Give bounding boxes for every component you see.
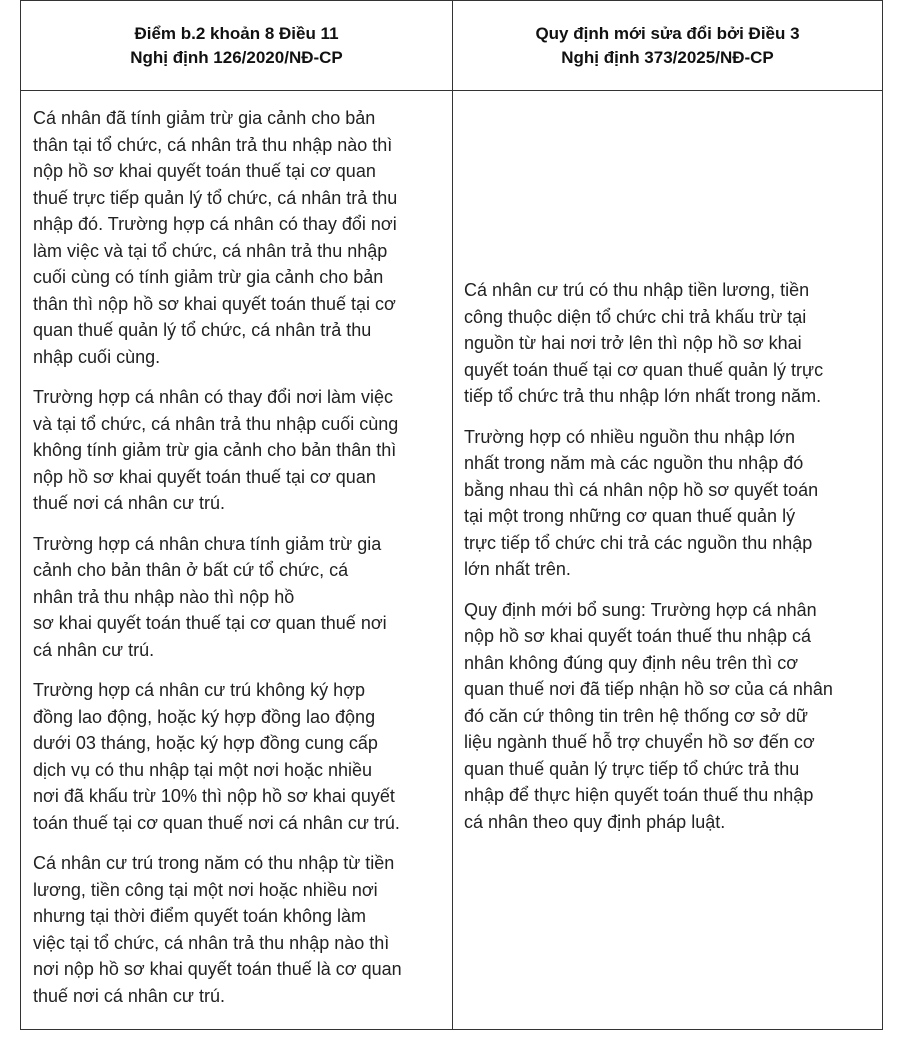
old-regulation-paragraph-line: nhưng tại thời điểm quyết toán không làm [33,906,367,926]
new-regulation-paragraph-line: nộp hồ sơ khai quyết toán thuế thu nhập cá [464,626,812,646]
new-regulation-paragraph-line: lớn nhất trên. [464,559,571,579]
old-regulation-paragraph-line: cảnh cho bản thân ở bất cứ tổ chức, cá [33,560,349,580]
new-regulation-paragraph-line: nhân không đúng quy định nêu trên thì cơ [464,652,799,673]
old-regulation-paragraph-line: thuế nơi cá nhân cư trú. [33,493,225,513]
new-regulation-paragraph-line: tiếp tổ chức trả thu nhập lớn nhất trong năm. [464,386,822,406]
old-regulation-paragraph-line: nộp hồ sơ khai quyết toán thuế tại cơ quan [33,161,376,181]
old-regulation-paragraph [33,384,444,517]
header-cell-new-regulation [453,1,882,91]
old-regulation-paragraph-line: nhập cuối cùng. [33,346,161,367]
new-regulation-paragraph-line: nguồn từ hai nơi trở lên thì nộp hồ sơ khai [464,333,802,353]
old-regulation-paragraph [33,531,444,664]
new-regulation-paragraph-line: liệu ngành thuế hỗ trợ chuyển hồ sơ đến cơ [464,732,815,752]
new-regulation-paragraph-line: quyết toán thuế tại cơ quan thuế quản lý trực [464,359,824,380]
old-regulation-paragraph-line: toán thuế tại cơ quan thuế nơi cá nhân cư trú. [33,812,400,833]
old-regulation-paragraph-line: thuế trực tiếp quản lý tổ chức, cá nhân trả thu [33,187,398,208]
old-regulation-paragraph [33,677,444,836]
old-regulation-paragraph-line: Cá nhân đã tính giảm trừ gia cảnh cho bản [33,108,376,128]
new-regulation-paragraph-line: cá nhân theo quy định pháp luật. [464,811,726,832]
new-regulation-paragraph-line: đó căn cứ thông tin trên hệ thống cơ sở dữ [464,705,808,726]
new-regulation-paragraph-line: Trường hợp có nhiều nguồn thu nhập lớn [464,426,796,447]
header-cell-old-regulation [21,1,452,91]
old-regulation-paragraph-line: lương, tiền công tại một nơi hoặc nhiều nơi [33,879,378,900]
old-regulation-paragraph-line: cá nhân cư trú. [33,639,155,660]
old-regulation-paragraph-line: quan thuế quản lý tổ chức, cá nhân trả thu [33,320,372,340]
old-regulation-paragraph-line: Trường hợp cá nhân có thay đổi nơi làm việc [33,387,393,407]
new-regulation-paragraph-line: Cá nhân cư trú có thu nhập tiền lương, tiền [464,280,810,300]
old-regulation-paragraph-line: và tại tổ chức, cá nhân trả thu nhập cuối cùng [33,413,399,434]
new-regulation-paragraph [464,424,874,583]
old-regulation-paragraph [33,850,444,1009]
new-regulation-paragraph-line: nhất trong năm mà các nguồn thu nhập đó [464,453,804,473]
old-regulation-paragraph-line: Cá nhân cư trú trong năm có thu nhập từ tiền [33,853,395,873]
old-regulation-paragraph-line: nộp hồ sơ khai quyết toán thuế tại cơ quan [33,466,376,487]
new-regulation-paragraph-line: công thuộc diện tổ chức chi trả khấu trừ tại [464,306,807,327]
old-regulation-paragraph-line: dưới 03 tháng, hoặc ký hợp đồng cung cấp [33,733,378,753]
old-regulation-paragraph-line: cuối cùng có tính giảm trừ gia cảnh cho bản [33,267,384,287]
old-regulation-paragraph-line: nhân trả thu nhập nào thì nộp hồ [33,586,295,607]
old-regulation-paragraph-line: đồng lao động, hoặc ký hợp đồng lao động [33,706,376,727]
new-regulation-paragraph-line: Quy định mới bổ sung: Trường hợp cá nhân [464,599,817,620]
old-regulation-paragraph-line: sơ khai quyết toán thuế tại cơ quan thuế nơi [33,613,387,633]
body-cell-old-regulation [21,91,452,1029]
old-regulation-paragraph-line: làm việc và tại tổ chức, cá nhân trả thu nhập [33,240,388,261]
old-regulation-paragraph-line: không tính giảm trừ gia cảnh cho bản thân thì [33,440,397,460]
new-regulation-paragraph-line: bằng nhau thì cá nhân nộp hồ sơ quyết toán [464,479,819,500]
new-regulation-paragraph [464,277,874,410]
old-regulation-paragraph-line: thân tại tổ chức, cá nhân trả thu nhập nào thì [33,134,393,155]
old-regulation-paragraph-line: việc tại tổ chức, cá nhân trả thu nhập nào thì [33,932,390,953]
old-regulation-paragraph-line: thuế nơi cá nhân cư trú. [33,985,225,1006]
new-regulation-paragraph-line: quan thuế quản lý trực tiếp tổ chức trả thu [464,758,800,779]
header-new-line-2: Nghị định 373/2025/NĐ-CP [561,48,774,67]
new-regulation-paragraph [464,597,874,836]
new-regulation-paragraph-line: trực tiếp tổ chức chi trả các nguồn thu nhập [464,532,813,553]
comparison-table [20,0,883,1030]
old-regulation-paragraph [33,105,444,370]
header-new-line-1: Quy định mới sửa đổi bởi Điều 3 [535,24,800,43]
new-regulation-paragraph-line: quan thuế nơi đã tiếp nhận hồ sơ của cá nhân [464,679,833,699]
old-regulation-paragraph-line: nơi đã khấu trừ 10% thì nộp hồ sơ khai quyết [33,786,395,806]
old-regulation-paragraph-line: dịch vụ có thu nhập tại một nơi hoặc nhiều [33,759,373,780]
old-regulation-paragraph-line: Trường hợp cá nhân chưa tính giảm trừ gia [33,533,382,554]
old-regulation-paragraph-line: nơi nộp hồ sơ khai quyết toán thuế là cơ quan [33,959,402,979]
old-regulation-paragraph-line: Trường hợp cá nhân cư trú không ký hợp [33,680,366,700]
new-regulation-paragraph-line: nhập để thực hiện quyết toán thuế thu nhập [464,785,814,805]
new-regulation-paragraph-line: tại một trong những cơ quan thuế quản lý [464,506,796,526]
table-header-row [21,1,882,91]
body-cell-new-regulation [453,91,882,1029]
old-regulation-paragraph-line: thân thì nộp hồ sơ khai quyết toán thuế tại cơ [33,293,396,314]
header-old-line-1: Điểm b.2 khoản 8 Điều 11 [134,24,339,43]
old-regulation-paragraph-line: nhập đó. Trường hợp cá nhân có thay đổi nơi [33,214,397,234]
header-old-line-2: Nghị định 126/2020/NĐ-CP [130,48,343,67]
